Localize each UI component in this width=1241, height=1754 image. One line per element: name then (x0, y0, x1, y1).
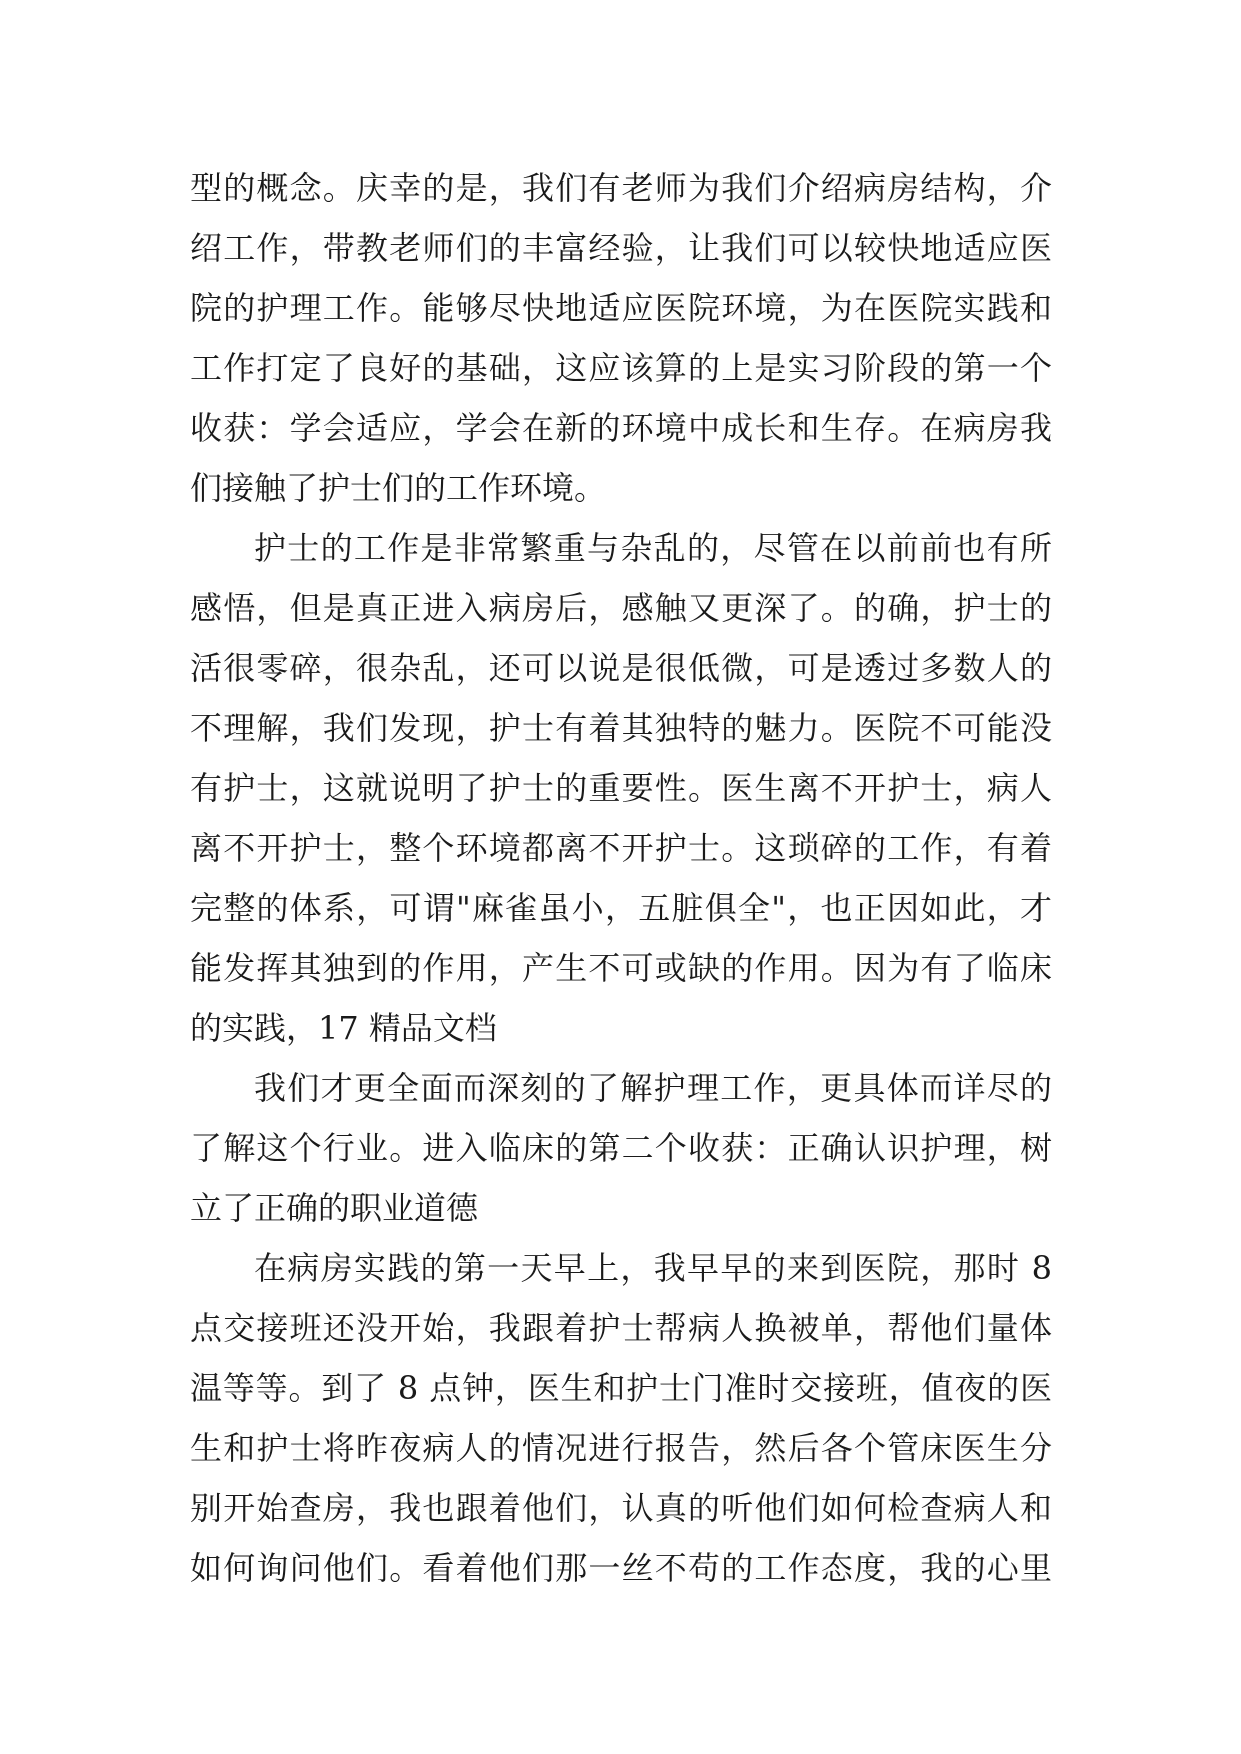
text-line: 生和护士将昨夜病人的情况进行报告，然后各个管床医生分 (190, 1429, 1052, 1467)
text-line: 别开始查房，我也跟着他们，认真的听他们如何检查病人和 (190, 1489, 1052, 1527)
text-line: 们接触了护士们的工作环境。 (190, 469, 607, 507)
text-line: 绍工作，带教老师们的丰富经验，让我们可以较快地适应医 (190, 229, 1052, 267)
text-line: 不理解，我们发现，护士有着其独特的魅力。医院不可能没 (190, 709, 1052, 747)
text-line: 温等等。到了 8 点钟，医生和护士门准时交接班，值夜的医 (190, 1369, 1052, 1407)
text-line: 点交接班还没开始，我跟着护士帮病人换被单，帮他们量体 (190, 1309, 1052, 1347)
text-line: 有护士，这就说明了护士的重要性。医生离不开护士，病人 (190, 769, 1052, 807)
text-line: 的实践，17 精品文档 (190, 1009, 497, 1047)
text-line: 活很零碎，很杂乱，还可以说是很低微，可是透过多数人的 (190, 649, 1052, 687)
text-line: 能发挥其独到的作用，产生不可或缺的作用。因为有了临床 (190, 949, 1052, 987)
text-line: 工作打定了良好的基础，这应该算的上是实习阶段的第一个 (190, 349, 1052, 387)
text-line: 立了正确的职业道德 (190, 1189, 479, 1227)
text-line: 收获：学会适应，学会在新的环境中成长和生存。在病房我 (190, 409, 1052, 447)
text-line: 完整的体系，可谓"麻雀虽小，五脏俱全"，也正因如此，才 (190, 889, 1052, 927)
body-text (190, 158, 1052, 1598)
text-line: 护士的工作是非常繁重与杂乱的，尽管在以前前也有所 (254, 529, 1052, 567)
text-line: 离不开护士，整个环境都离不开护士。这琐碎的工作，有着 (190, 829, 1052, 867)
text-line: 院的护理工作。能够尽快地适应医院环境，为在医院实践和 (190, 289, 1052, 327)
text-line: 型的概念。庆幸的是，我们有老师为我们介绍病房结构，介 (190, 169, 1052, 207)
text-line: 了解这个行业。进入临床的第二个收获：正确认识护理，树 (190, 1129, 1052, 1167)
text-line: 在病房实践的第一天早上，我早早的来到医院，那时 8 (254, 1249, 1052, 1287)
text-line: 感悟，但是真正进入病房后，感触又更深了。的确，护士的 (190, 589, 1052, 627)
text-line: 如何询问他们。看着他们那一丝不苟的工作态度，我的心里 (190, 1549, 1052, 1587)
text-line: 我们才更全面而深刻的了解护理工作，更具体而详尽的 (254, 1069, 1052, 1107)
